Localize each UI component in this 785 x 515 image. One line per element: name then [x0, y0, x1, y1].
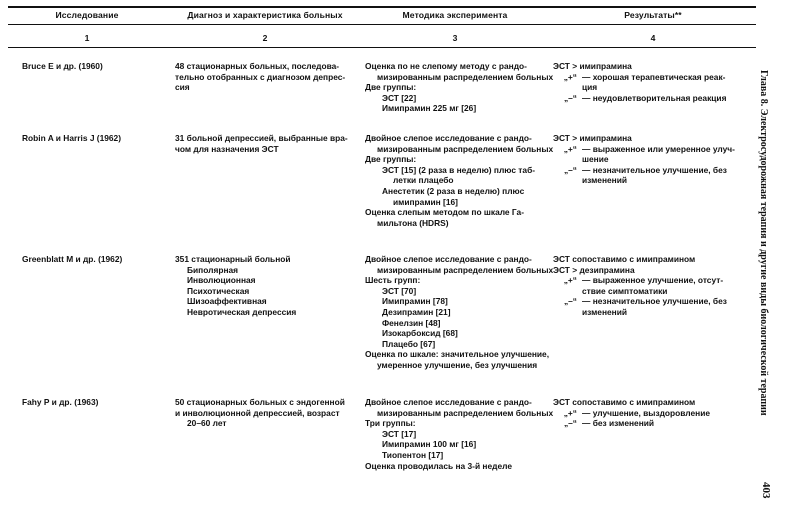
row-1-diagnosis: 48 стационарных больных, последова- тельно отобранных с диагнозом депрес- сия: [175, 61, 346, 93]
column-number-1: 1: [84, 33, 90, 43]
row-3-diagnosis: 351 стационарный больной Биполярная Инволюционная Психотическая Шизоаффективная Невротическая депрессия: [175, 254, 297, 317]
header-divider: [8, 24, 756, 25]
negative-mark: „–“: [563, 418, 577, 429]
row-2-method: Двойное слепое исследование с рандо- мизированным распределением больных Две группы: ЭСТ [15] (2 раза в неделю) плюс таб- летки плацебо Анестетик (2 раза в неделю) плюс имипрамин [16] Оценка слепым методом по шкале Га- мильтона (HDRS): [365, 133, 554, 228]
column-header-study: Исследование: [55, 10, 119, 20]
row-2-study: [22, 133, 121, 144]
column-number-divider: [8, 47, 756, 48]
row-2-diagnosis: 31 больной депрессией, выбранные вра- чом для назначения ЭСТ: [175, 133, 348, 154]
column-number-2: 2: [262, 33, 268, 43]
row-1-results: ЭСТ > имипрамина „+“ — хорошая терапевтическая реак- ция „–“ — неудовлетворительная реакция: [553, 61, 727, 103]
row-3-method: Двойное слепое исследование с рандо- мизированным распределением больных Шесть групп: ЭСТ [70] Имипрамин [78] Дезипрамин [21] Фенелзин [48] Изокарбоксид [68] Плацебо [67] Оценка по шкале: значительное улучшение, умеренное улучшение, без улучшения: [365, 254, 554, 370]
study-name: Robin A и Harris J (1962): [22, 133, 122, 143]
negative-mark: „–“: [563, 92, 577, 103]
row-3-study: [22, 254, 122, 265]
study-name: Greenblatt M и др. (1962): [22, 254, 123, 264]
row-4-diagnosis: 50 стационарных больных с эндогенной и инволюционной депрессией, возраст 20–60 лет: [175, 397, 345, 429]
row-1-study: [22, 61, 103, 72]
column-header-results: Результаты**: [624, 10, 682, 20]
row-4-study: [22, 397, 98, 408]
row-4-method: Двойное слепое исследование с рандо- мизированным распределением больных Три группы: ЭСТ [17] Имипрамин 100 мг [16] Тиопентон [17] Оценка проводилась на 3-й неделе: [365, 397, 554, 471]
study-name: Fahy P и др. (1963): [22, 397, 99, 407]
column-number-3: 3: [452, 33, 458, 43]
positive-mark: „+“: [563, 71, 577, 82]
row-4-results: ЭСТ сопоставимо с имипрамином „+“ — улучшение, выздоровление „–“ — без изменений: [553, 397, 711, 429]
row-2-results: ЭСТ > имипрамина „+“ — выраженное или умеренное улуч- шение „–“ — незначительное улучшение, без изменений: [553, 133, 735, 186]
positive-mark: „+“: [563, 407, 577, 418]
running-head-chapter-title: Глава 8. Электросудорожная терапия и другие виды биологической терапии: [758, 70, 769, 416]
table-top-rule: [8, 6, 756, 8]
row-3-results: ЭСТ сопоставимо с имипрамином ЭСТ > дезипрамина „+“ — выраженное улучшение, отсут- ствие симптоматики „–“ — незначительное улучшение, без изменений: [553, 254, 727, 317]
negative-mark: „–“: [563, 164, 577, 175]
column-number-4: 4: [650, 33, 656, 43]
study-name: Bruce E и др. (1960): [22, 61, 103, 71]
column-header-diagnosis: Диагноз и характеристика больных: [187, 10, 343, 20]
negative-mark: „–“: [563, 296, 577, 307]
positive-mark: „+“: [563, 275, 577, 286]
column-header-method: Методика эксперимента: [402, 10, 508, 20]
row-1-method: Оценка по не слепому методу с рандо- мизированным распределением больных Две группы: ЭСТ [22] Имипрамин 225 мг [26]: [365, 61, 554, 114]
page-number: 403: [760, 482, 772, 499]
positive-mark: „+“: [563, 143, 577, 154]
